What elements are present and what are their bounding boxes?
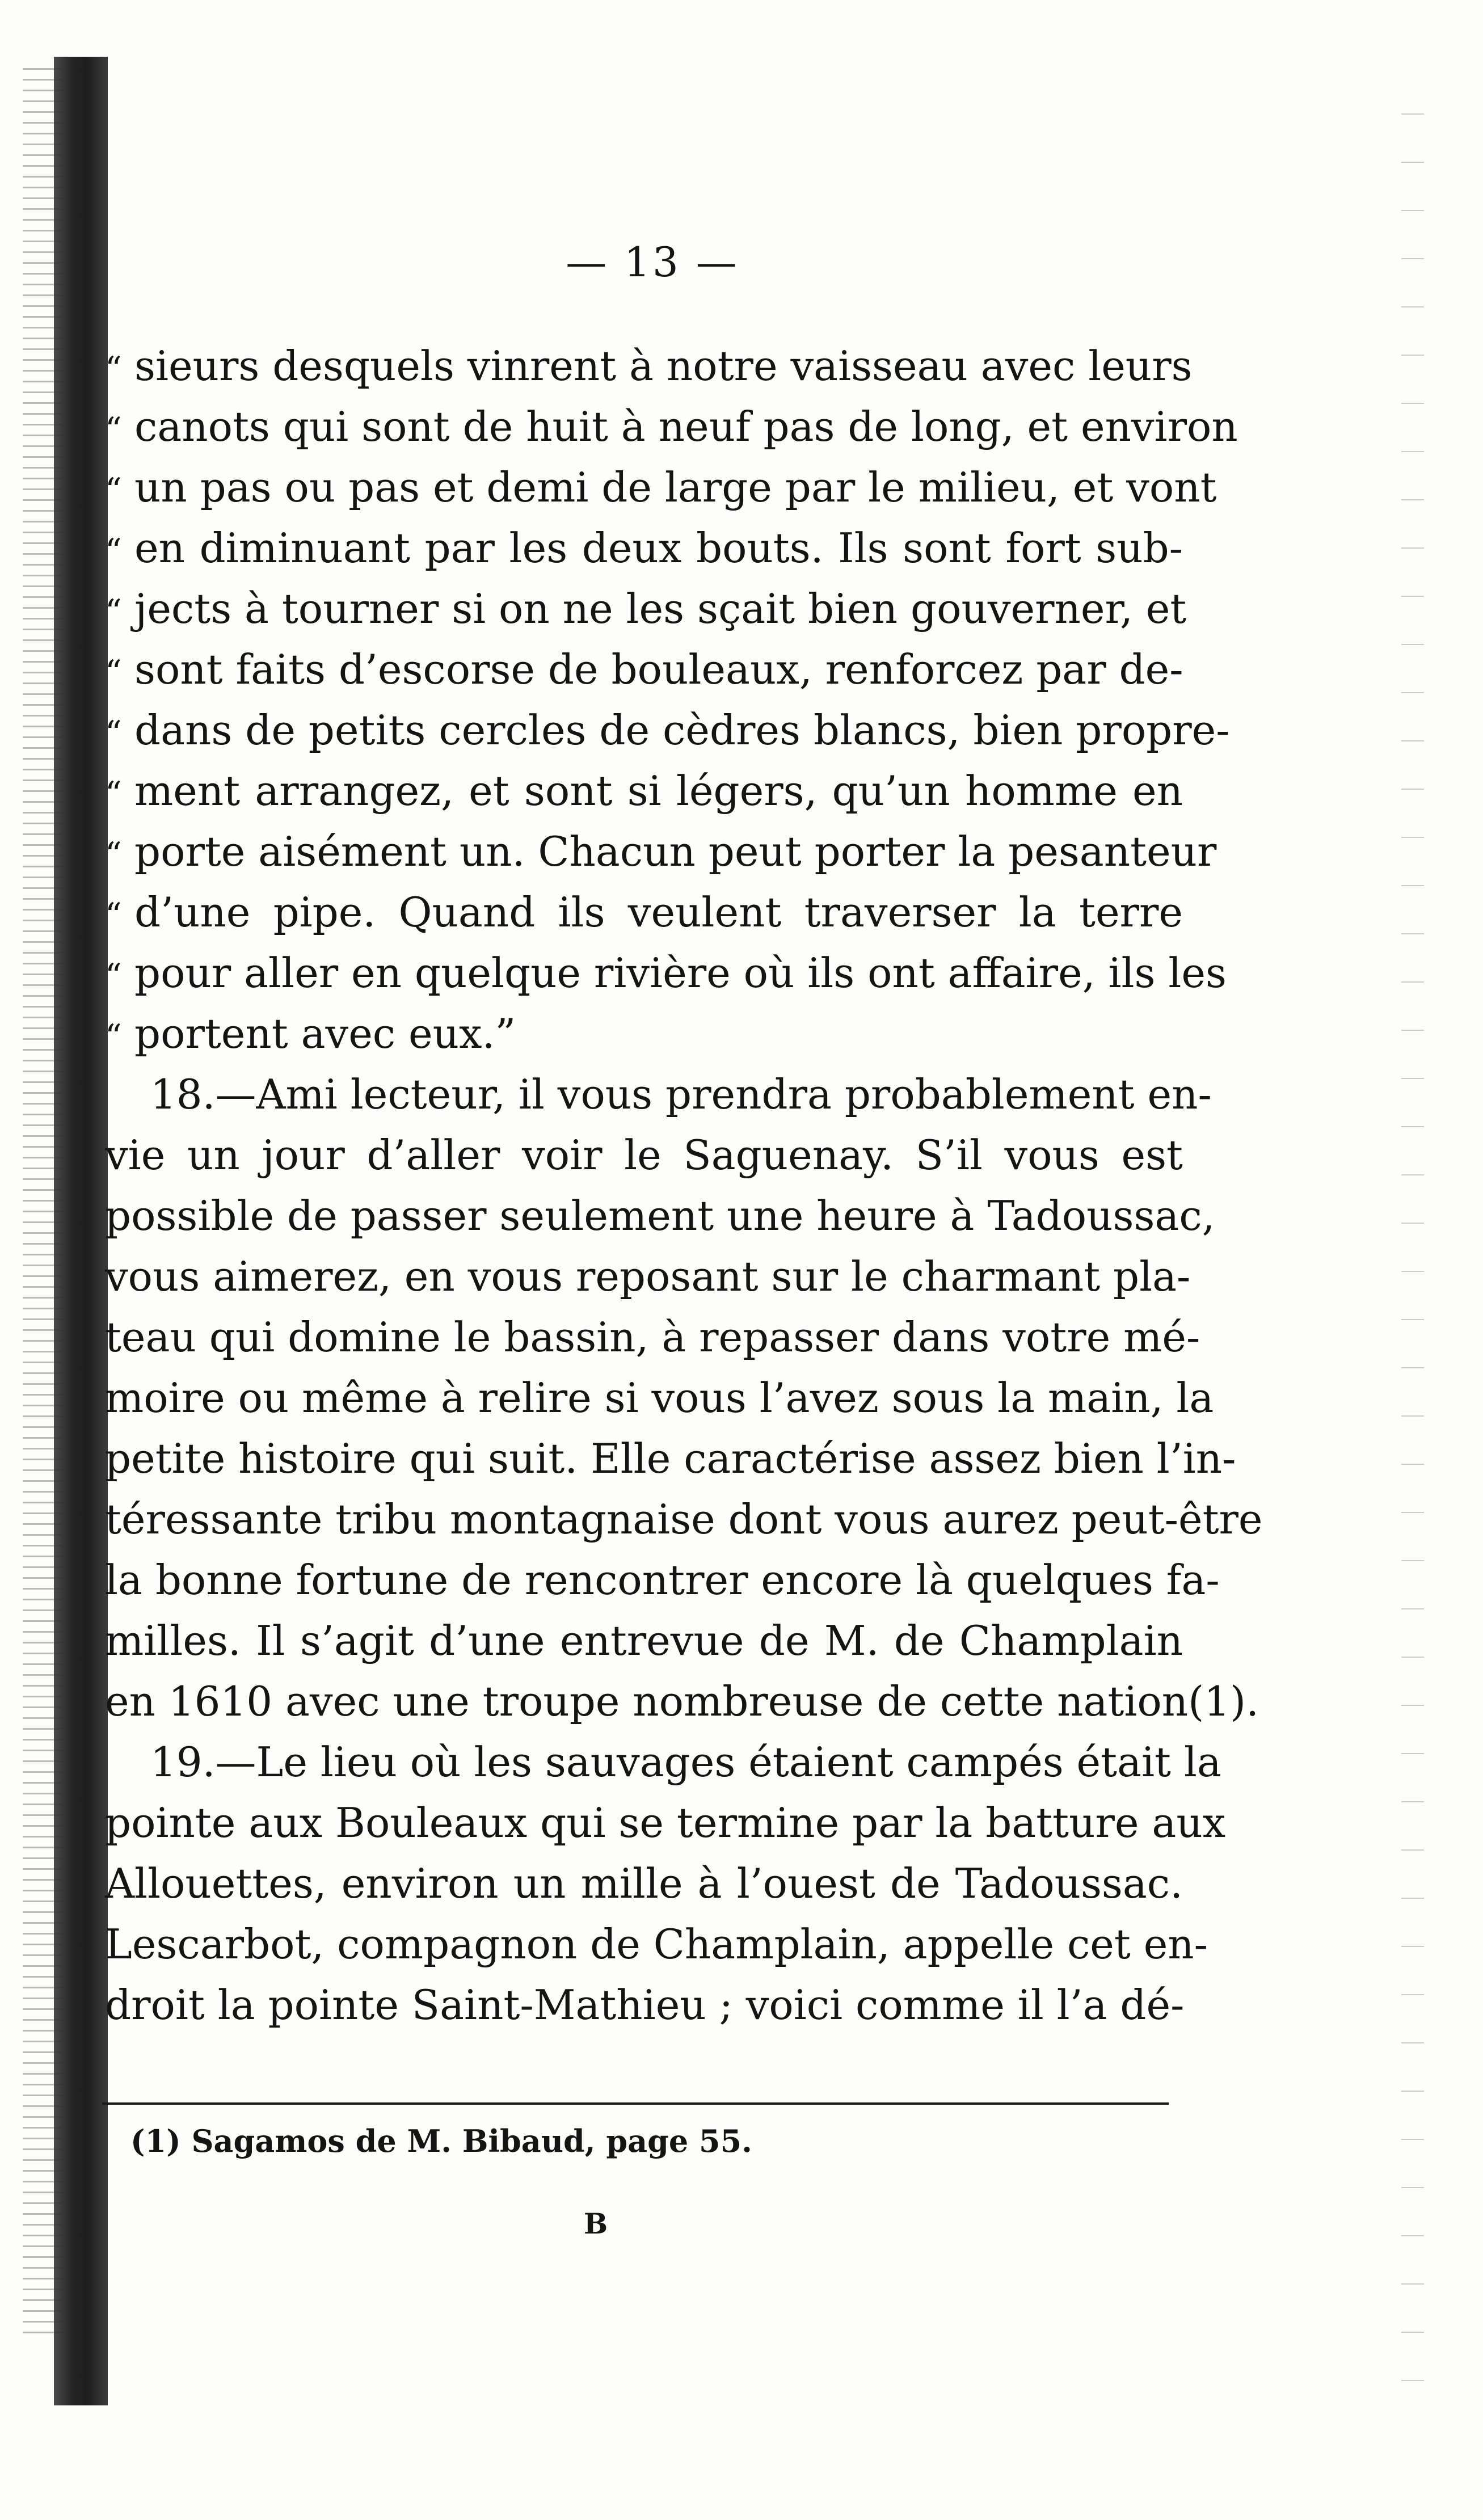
line-text: droit la pointe Saint-Mathieu ; voici comme il l’a dé-: [105, 1981, 1185, 2029]
line-text: possible de passer seulement une heure à Tadoussac,: [105, 1192, 1215, 1240]
line-text: porte aisément un. Chacun peut porter la pesanteur: [134, 828, 1217, 875]
line-text: portent avec eux.”: [134, 1010, 516, 1057]
text-line: [105, 821, 1217, 882]
text-line: [105, 1732, 1221, 1793]
quote-mark: “: [105, 349, 122, 388]
text-line: [105, 1975, 1183, 2036]
text-line: [105, 1004, 1183, 1064]
text-line: [105, 700, 1230, 761]
text-line: [105, 1186, 1215, 1246]
quote-mark: “: [105, 714, 122, 752]
text-line: [105, 1611, 1183, 1671]
text-line: [105, 761, 1183, 821]
line-text: pour aller en quelque rivière où ils ont affaire, ils les: [134, 949, 1227, 997]
line-text: vie un jour d’aller voir le Saguenay. S’il vous est: [105, 1131, 1183, 1179]
text-line: [105, 1793, 1226, 1853]
text-line: [105, 1428, 1236, 1489]
line-text: ment arrangez, et sont si légers, qu’un homme en: [134, 767, 1183, 815]
text-line: [105, 457, 1217, 518]
line-text: Lescarbot, compagnon de Champlain, appelle cet en-: [105, 1920, 1208, 1968]
line-text: en 1610 avec une troupe nombreuse de cette nation(1).: [105, 1678, 1259, 1725]
quote-mark: “: [105, 653, 122, 692]
text-line: [105, 518, 1183, 579]
quote-mark: “: [105, 532, 122, 570]
line-text: milles. Il s’agit d’une entrevue de M. de Champlain: [105, 1617, 1183, 1664]
line-text: dans de petits cercles de cèdres blancs, bien propre-: [134, 706, 1230, 754]
text-line: [105, 1550, 1220, 1611]
line-text: teau qui domine le bassin, à repasser dans votre mé-: [105, 1313, 1200, 1361]
line-text: sont faits d’escorse de bouleaux, renforcez par de-: [134, 646, 1183, 693]
line-text: vous aimerez, en vous reposant sur le charmant pla-: [105, 1253, 1191, 1300]
line-text: pointe aux Bouleaux qui se termine par la batture aux: [105, 1799, 1226, 1847]
text-line: [105, 1914, 1208, 1975]
line-text: 19.—Le lieu où les sauvages étaient campés était la: [150, 1738, 1221, 1786]
line-text: canots qui sont de huit à neuf pas de long, et environ: [134, 403, 1238, 450]
line-text: d’une pipe. Quand ils veulent traverser la terre: [134, 888, 1183, 936]
quote-mark: “: [105, 471, 122, 509]
text-line: [105, 1307, 1200, 1368]
text-line: [105, 336, 1193, 397]
margin-scan-marks: [1401, 113, 1424, 2383]
page-number: — 13 —: [566, 238, 739, 286]
line-text: sieurs desquels vinrent à notre vaisseau avec leurs: [134, 342, 1193, 390]
text-line: [105, 639, 1183, 700]
text-line: [105, 1064, 1212, 1125]
line-text: un pas ou pas et demi de large par le milieu, et vont: [134, 463, 1217, 511]
text-line: [105, 1246, 1191, 1307]
text-line: [105, 882, 1183, 943]
line-text: Allouettes, environ un mille à l’ouest de Tadoussac.: [105, 1860, 1183, 1907]
quote-mark: “: [105, 592, 122, 631]
text-line: [105, 943, 1227, 1004]
text-line: [105, 1671, 1259, 1732]
signature-mark: B: [583, 2207, 608, 2240]
text-line: [105, 1368, 1214, 1428]
book-binding-edge: [54, 57, 108, 2405]
text-line: [105, 1125, 1183, 1186]
text-line: [105, 1489, 1263, 1550]
quote-mark: “: [105, 774, 122, 813]
line-text: moire ou même à relire si vous l’avez sous la main, la: [105, 1374, 1214, 1422]
line-text: la bonne fortune de rencontrer encore là quelques fa-: [105, 1556, 1220, 1604]
text-line: [105, 579, 1187, 639]
line-text: en diminuant par les deux bouts. Ils sont fort sub-: [134, 524, 1183, 572]
footnote: (1) Sagamos de M. Bibaud, page 55.: [130, 2123, 752, 2159]
quote-mark: “: [105, 896, 122, 934]
text-line: [105, 1853, 1183, 1914]
line-text: 18.—Ami lecteur, il vous prendra probablement en-: [150, 1071, 1212, 1118]
quote-mark: “: [105, 956, 122, 995]
footnote-rule: [102, 2102, 1169, 2105]
quote-mark: “: [105, 410, 122, 449]
line-text: téressante tribu montagnaise dont vous aurez peut-être: [105, 1495, 1263, 1543]
quote-mark: “: [105, 835, 122, 874]
line-text: petite histoire qui suit. Elle caractérise assez bien l’in-: [105, 1435, 1236, 1482]
quote-mark: “: [105, 1017, 122, 1056]
text-line: [105, 397, 1238, 457]
line-text: jects à tourner si on ne les sçait bien gouverner, et: [134, 585, 1187, 633]
body-text: [105, 336, 1263, 2036]
